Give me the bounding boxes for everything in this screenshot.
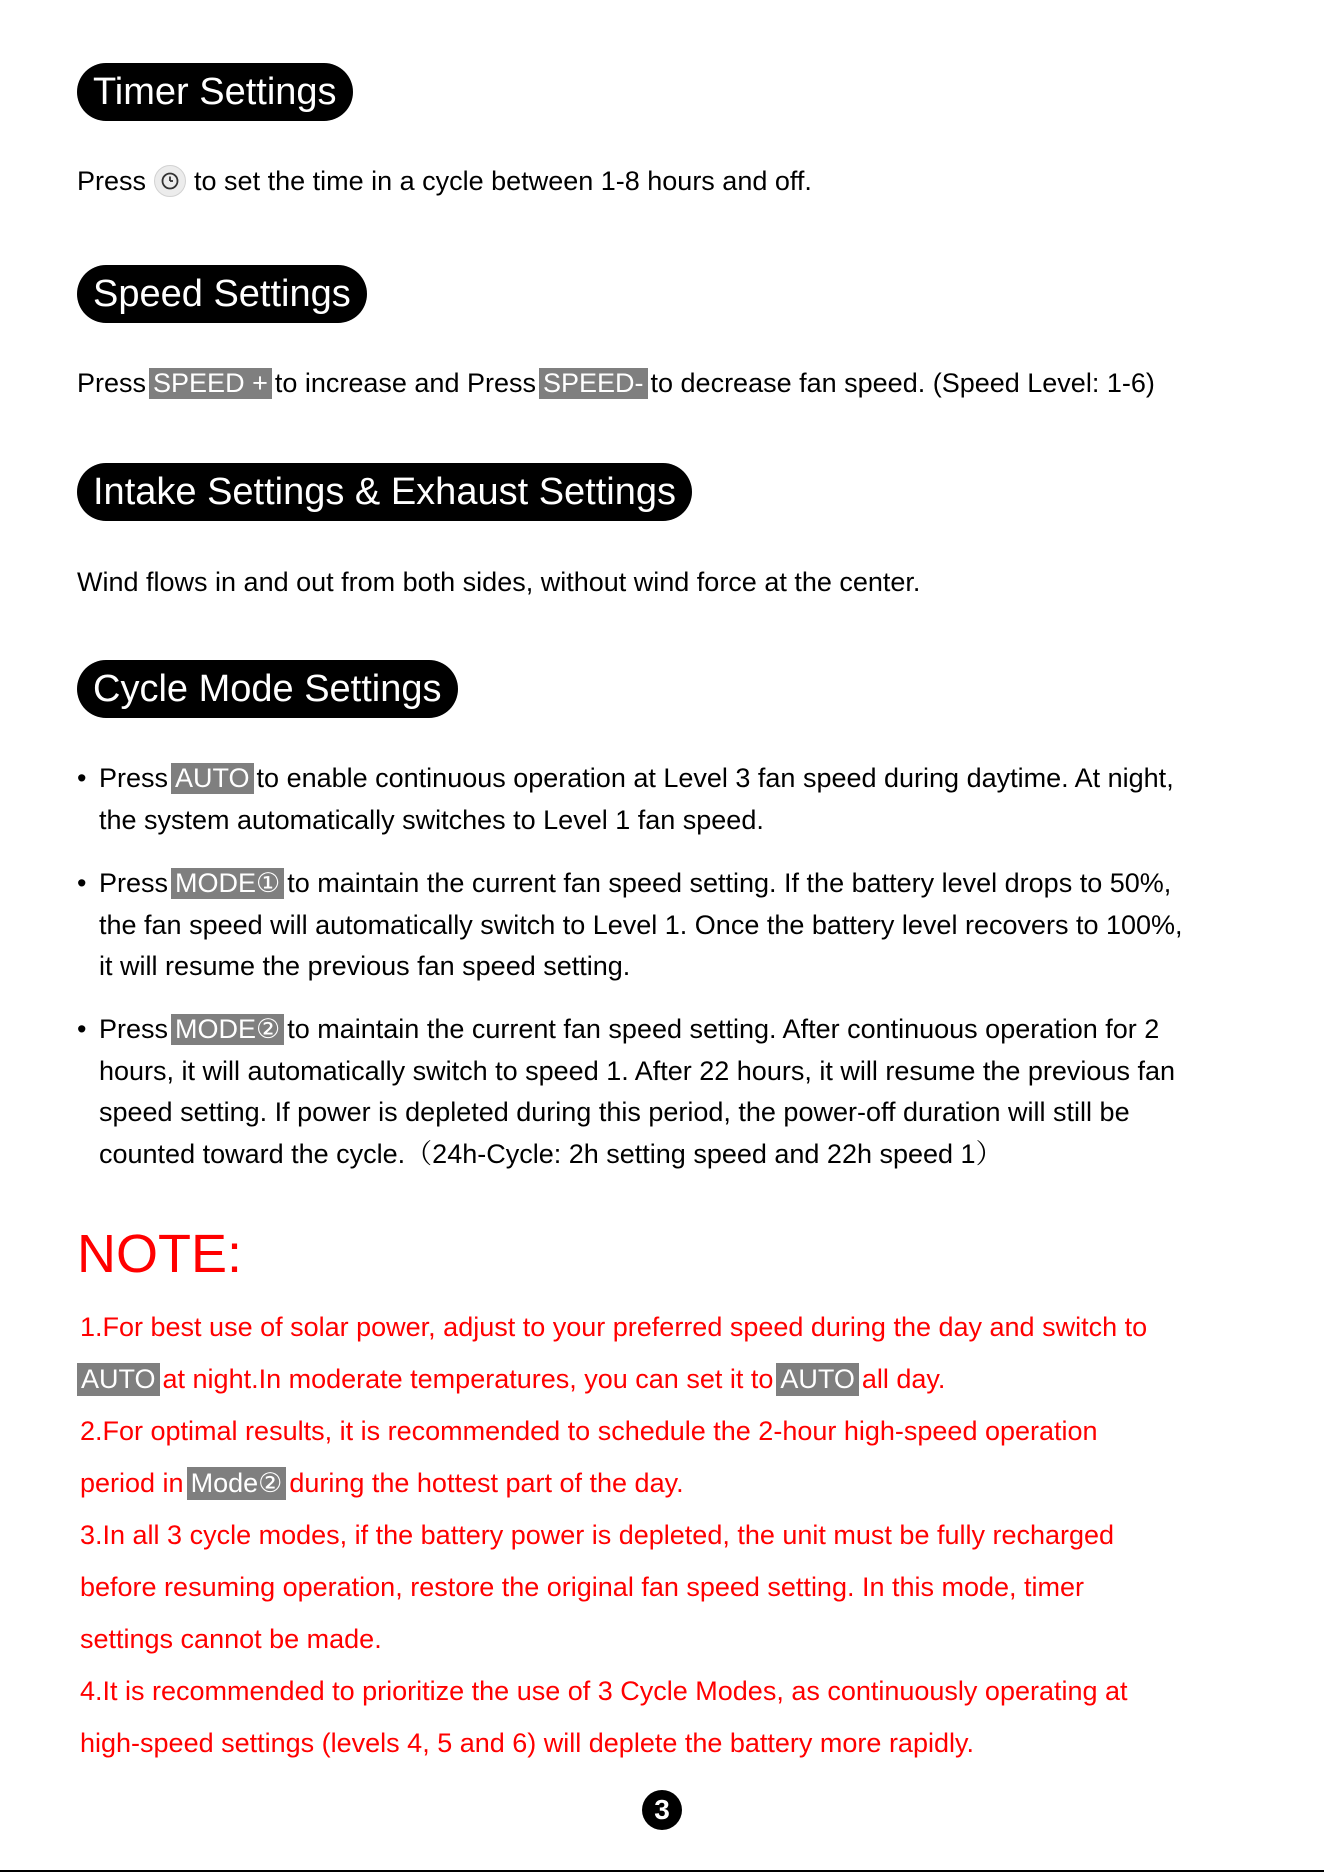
speed-press-label: Press — [77, 368, 147, 398]
note-3-line-3: settings cannot be made. — [80, 1624, 382, 1654]
speed-increase-text: to increase and Press — [274, 368, 536, 398]
note-heading: NOTE: — [77, 1224, 243, 1284]
mode1-badge: MODE① — [171, 868, 284, 899]
intake-exhaust-heading: Intake Settings & Exhaust Settings — [77, 463, 692, 521]
speed-decrease-text: to decrease fan speed. (Speed Level: 1-6) — [650, 368, 1155, 398]
mode2-badge: MODE② — [171, 1014, 284, 1045]
intake-exhaust-text: Wind flows in and out from both sides, without wind force at the center. — [77, 567, 921, 597]
cycle-mode-heading: Cycle Mode Settings — [77, 660, 458, 718]
item-line: hours, it will automatically switch to speed 1. After 22 hours, it will resume the previous fan — [99, 1055, 1175, 1086]
bullet: • — [77, 868, 87, 898]
timer-settings-heading: Timer Settings — [77, 63, 353, 121]
auto-badge: AUTO — [776, 1363, 859, 1396]
item-text: to maintain the current fan speed setting. After continuous operation for 2 — [287, 1014, 1160, 1044]
note-2-line-2 — [80, 1466, 684, 1500]
timer-press-label: Press — [77, 166, 147, 197]
bullet: • — [77, 1014, 87, 1044]
item-line: counted toward the cycle.（24h-Cycle: 2h setting speed and 22h speed 1） — [99, 1138, 1003, 1169]
note-3-line-2: before resuming operation, restore the original fan speed setting. In this mode, timer — [80, 1572, 1085, 1602]
bullet: • — [77, 763, 87, 793]
press-label: Press — [99, 763, 169, 793]
auto-badge: AUTO — [77, 1363, 160, 1396]
note-2-text: period in — [80, 1468, 184, 1498]
timer-description: to set the time in a cycle between 1-8 hours and off. — [194, 166, 812, 197]
timer-clock-icon — [154, 165, 186, 197]
speed-up-badge: SPEED + — [149, 368, 272, 399]
mode2-badge: Mode② — [187, 1467, 287, 1500]
note-4-line-1: 4.It is recommended to prioritize the use of 3 Cycle Modes, as continuously operating at — [80, 1676, 1128, 1706]
item-line: the fan speed will automatically switch to Level 1. Once the battery level recovers to 100%, — [99, 909, 1183, 940]
item-line: speed setting. If power is depleted during this period, the power-off duration will still be — [99, 1097, 1130, 1127]
press-label: Press — [99, 868, 169, 898]
note-1-text: at night.In moderate temperatures, you can set it to — [162, 1364, 774, 1394]
page-number: 3 — [642, 1790, 682, 1830]
note-1-end: all day. — [861, 1364, 946, 1394]
note-1-line-2 — [77, 1362, 945, 1396]
note-2-line-1: 2.For optimal results, it is recommended to schedule the 2-hour high-speed operation — [80, 1416, 1098, 1446]
timer-settings-text — [77, 165, 812, 201]
note-3-line-1: 3.In all 3 cycle modes, if the battery power is depleted, the unit must be fully recharged — [80, 1520, 1115, 1550]
speed-down-badge: SPEED- — [539, 368, 648, 399]
speed-settings-heading: Speed Settings — [77, 265, 367, 323]
auto-badge: AUTO — [171, 763, 254, 794]
note-2-end: during the hottest part of the day. — [289, 1468, 684, 1498]
item-line: the system automatically switches to Level 1 fan speed. — [99, 804, 764, 835]
press-label: Press — [99, 1014, 169, 1044]
note-1-line-1: 1.For best use of solar power, adjust to your preferred speed during the day and switch to — [80, 1312, 1148, 1342]
speed-settings-text — [77, 367, 1155, 399]
item-text: to enable continuous operation at Level 3 fan speed during daytime. At night, — [256, 763, 1174, 793]
note-4-line-2: high-speed settings (levels 4, 5 and 6) will deplete the battery more rapidly. — [80, 1728, 974, 1758]
item-text: to maintain the current fan speed setting. If the battery level drops to 50%, — [287, 868, 1172, 898]
item-line: it will resume the previous fan speed setting. — [99, 951, 631, 981]
